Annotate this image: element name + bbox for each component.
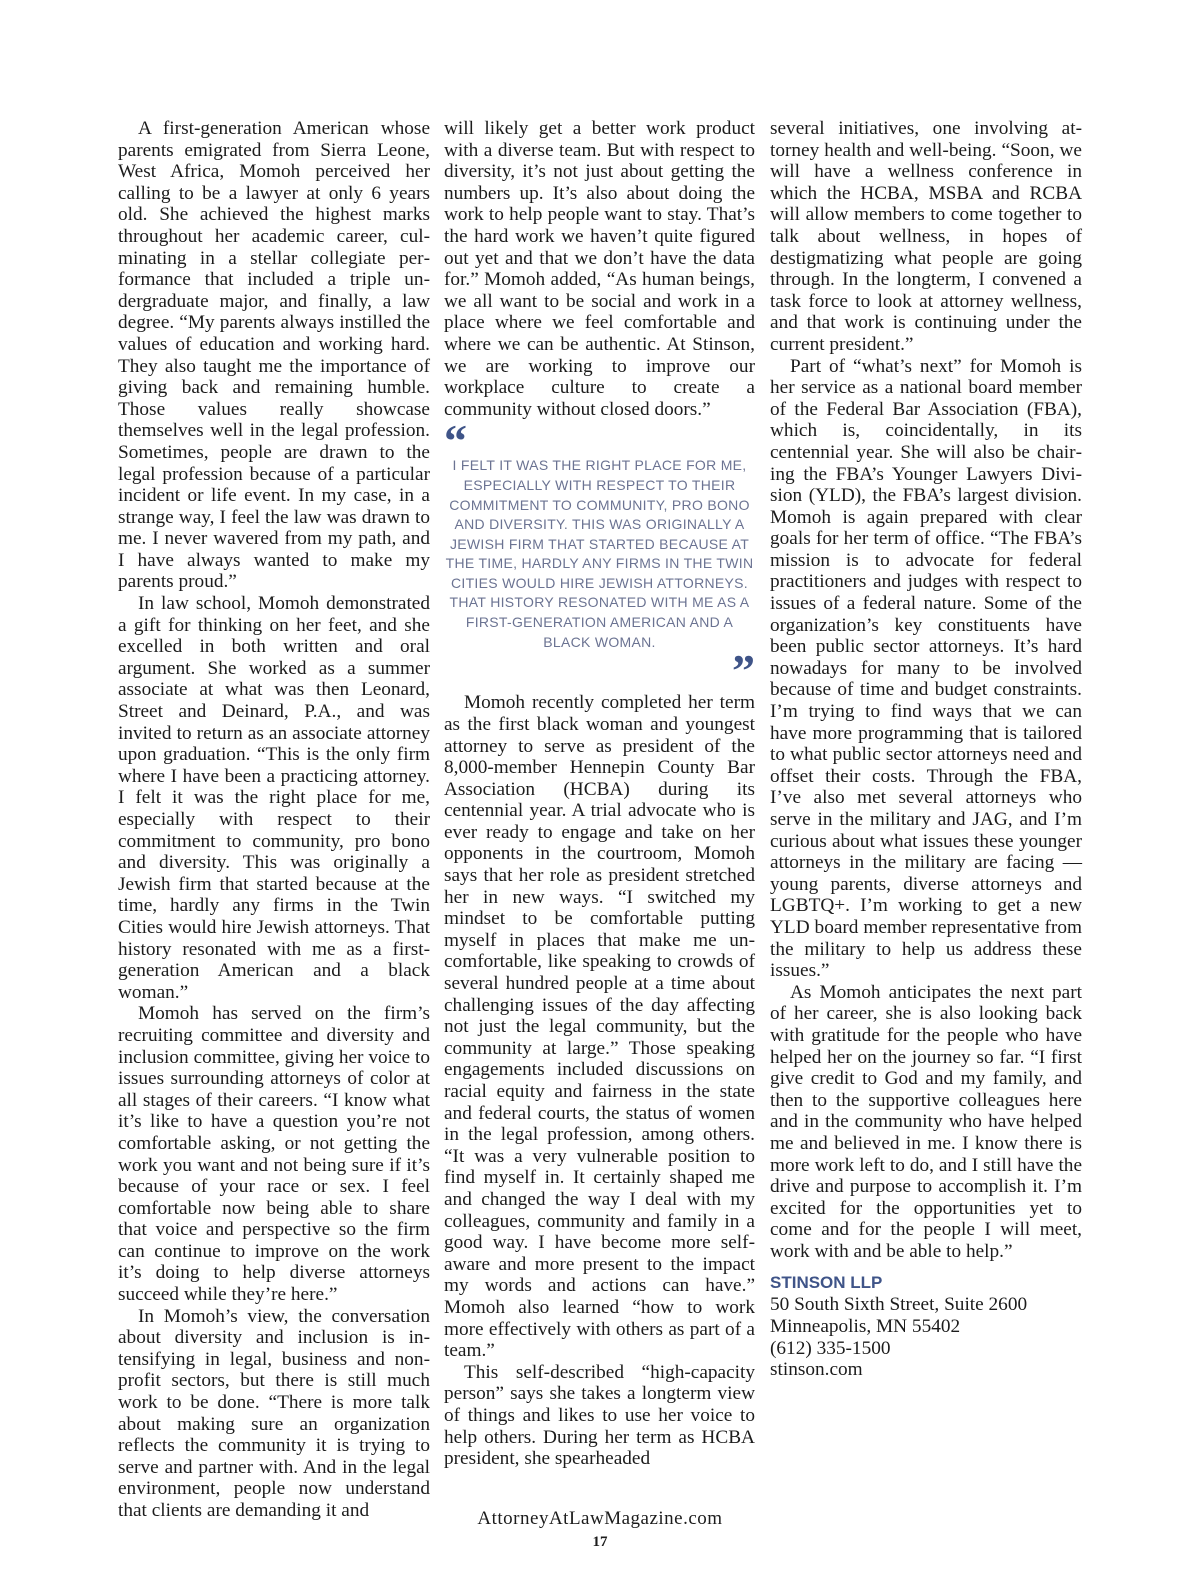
footer-site-name: AttorneyAtLawMagazine.com	[477, 1508, 723, 1529]
open-quote-icon: “	[444, 415, 467, 467]
phone-number: (612) 335-1500	[770, 1337, 891, 1359]
article-paragraph: In Momoh’s view, the conversation about diversity and inclusion is intensifying in legal, business and nonprofit sectors, but there is still much work to be done. “There is more talk about making sure an organization reflects the community it is trying to serve and partner with. And in the legal environment, people now understand that clients are demanding it and	[118, 1305, 430, 1521]
page-number: 17	[592, 1534, 608, 1550]
article-column-3	[770, 118, 1082, 1381]
article-paragraph: will likely get a better work product with a diverse team. But with respect to diversity, it’s not just about getting the numbers up. It’s also about doing the work to help people want to stay. That’s the hard work we haven’t quite figured out yet and that we don’t have the data for.” Momoh added, “As human beings, we all want to be social and work in a place where we feel comfortable and where we can be authentic. At Stinson, we are working to improve our workplace culture to create a community without closed doors.”	[444, 118, 755, 420]
article-paragraph: This self-described “high-capacity person” says she takes a longterm view of things and likes to use her voice to help others. During her term as HCBA president, she spearheaded	[444, 1361, 755, 1470]
website-link[interactable]: stinson.com	[770, 1359, 863, 1381]
article-paragraph: In law school, Momoh demonstrated a gift for thinking on her feet, and she excelled in both written and oral argument. She worked as a summer associate at what was then Leonard, Street and Deinard, P.A., and was invited to return as an associate attorney upon graduation. “This is the only firm where I have been a practicing attorney. I felt it was the right place for me, especially with respect to their commitment to community, pro bono and diversity. This was originally a Jewish firm that started because at the time, hardly any firms in the Twin Cities would hire Jewish attorneys. That history resonated with me as a first-generation American and a black woman.”	[118, 593, 430, 1003]
article-paragraph: A first-generation American whose parents emigrated from Sierra Leone, West Africa, Momoh perceived her calling to be a lawyer at only 6 years old. She achieved the highest marks throughout her academic career, culminating in a stellar collegiate performance that included a triple undergraduate major, and finally, a law degree. “My parents always instilled the values of education and working hard. They also taught me the importance of giving back and remaining humble. Those values really showcase themselves well in the legal profession. Sometimes, people are drawn to the legal profession because of a particular incident or life event. In my case, in a strange way, I feel the law was drawn to me. I never wavered from my path, and I have always wanted to make my parents proud.”	[118, 118, 430, 593]
article-paragraph: Momoh recently completed her term as the first black woman and youngest attorney to serve as president of the 8,000-member Hennepin County Bar Association (HCBA) during its centennial year. A trial advocate who is ever ready to engage and take on her opponents in the courtroom, Momoh says that her role as president stretched her in new ways. “I switched my mindset to be comfortable putting myself in places that make me uncomfortable, like speaking to crowds of several hundred people at a time about challenging issues of the day affecting not just the legal community, but the community at large.” Those speaking engagements included discussions on racial equity and fairness in the state and federal courts, the status of women in the legal profession, among others. “It was a very vulnerable position to find myself in. It certainly shaped me and changed the way I deal with my colleagues, community and family in a good way. I have become more self-aware and more present to the impact my words and actions can have.” Momoh also learned “how to work more effectively with others as part of a team.”	[444, 692, 755, 1362]
article-column-1	[118, 118, 430, 1522]
pull-quote-text: I FELT IT WAS THE RIGHT PLACE FOR ME, ESPECIALLY WITH RESPECT TO THEIR COMMITMENT TO COMMUNITY, PRO BONO AND DIVERSITY. THIS WAS ORIGINALLY A JEWISH FIRM THAT STARTED BECAUSE AT THE TIME, HARDLY ANY FIRMS IN THE TWIN CITIES WOULD HIRE JEWISH ATTORNEYS. THAT HISTORY RESONATED WITH ME AS A FIRST-GENERATION AMERICAN AND A BLACK WOMAN.	[445, 457, 754, 650]
article-paragraph: Part of “what’s next” for Momoh is her service as a national board member of the Federal Bar Association (FBA), which is, coincidentally, in its centennial year. She will also be chairing the FBA’s Younger Lawyers Division (YLD), the FBA’s largest division. Momoh is again prepared with clear goals for her term of office. “The FBA’s mission is to advocate for federal practitioners and judges with respect to issues of a federal nature. Some of the organization’s key constituents have been public sector attorneys. It’s hard nowadays for many to be involved because of time and budget constraints. I’m trying to find ways that we can have more programming that is tailored to what public sector attorneys need and offset their costs. Through the FBA, I’ve also met several attorneys who serve in the military and JAG, and I’m curious about what issues these younger attorneys in the military are facing — young parents, diverse attorneys and LGBTQ+. I’m working to get a new YLD board member representative from the military to help us address these issues.”	[770, 355, 1082, 982]
contact-block	[770, 1272, 1082, 1380]
article-paragraph: several initiatives, one involving attorney health and well-being. “Soon, we will have a wellness conference in which the HCBA, MSBA and RCBA will allow members to come together to talk about wellness, in hopes of destigmatizing what people are going through. In the longterm, I convened a task force to look at attorney wellness, and that work is continuing under the current president.”	[770, 118, 1082, 355]
address-line-1: 50 South Sixth Street, Suite 2600	[770, 1294, 1028, 1316]
article-paragraph: Momoh has served on the firm’s recruiting committee and diversity and inclusion committee, giving her voice to issues surrounding attorneys of color at all stages of their careers. “I know what it’s like to have a question you’re not comfortable asking, or not getting the work you want and not being sure if it’s because of your race or sex. I feel comfortable now being able to share that voice and perspective so the firm can continue to improve on the work it’s doing to help diverse attorneys succeed while they’re here.”	[118, 1003, 430, 1306]
article-paragraph: As Momoh anticipates the next part of her career, she is also looking back with gratitude for the people who have helped her on the journey so far. “I first give credit to God and my family, and then to the supportive colleagues here and in the community who have helped me and believed in me. I know there is more work left to do, and I still have the drive and purpose to accomplish it. I’m excited for the opportunities yet to come and for the people I will meet, work with and be able to help.”	[770, 981, 1082, 1262]
pull-quote	[444, 415, 755, 697]
close-quote-icon: ”	[732, 645, 755, 697]
article-column-2	[444, 118, 755, 1470]
firm-name: STINSON LLP	[770, 1273, 883, 1293]
address-line-2: Minneapolis, MN 55402	[770, 1316, 961, 1338]
